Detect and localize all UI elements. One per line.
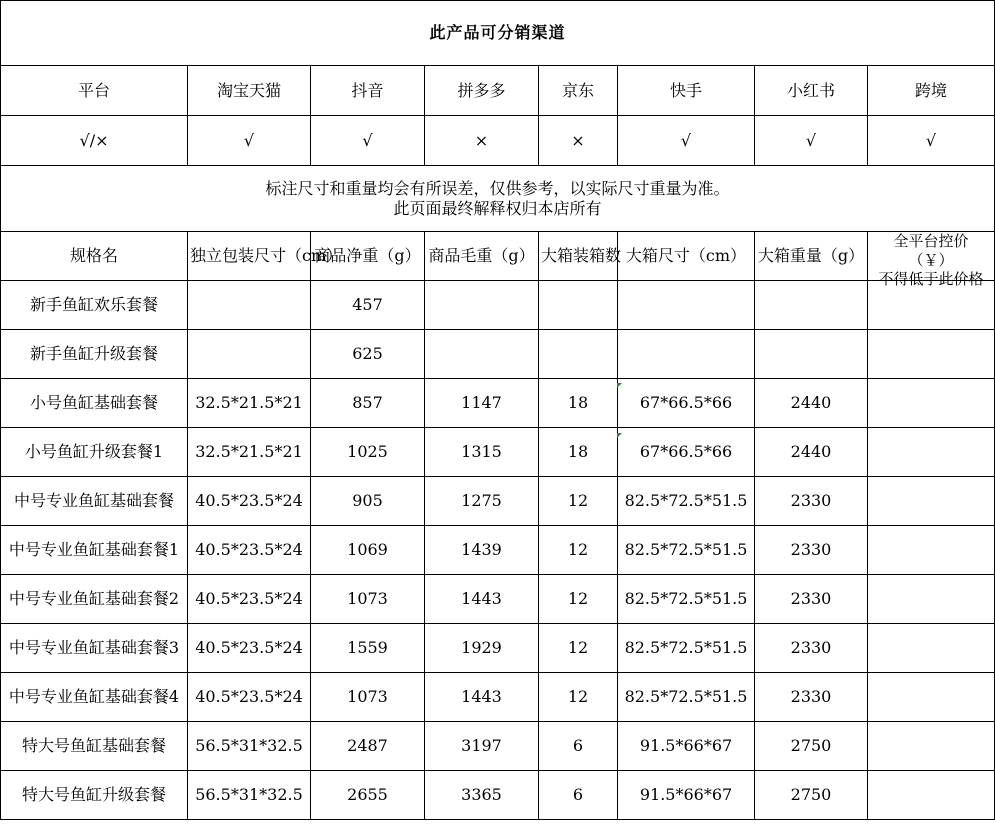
platform-cell[interactable]: 拼多多: [425, 66, 539, 116]
price-cell[interactable]: [868, 673, 995, 722]
box-count-cell[interactable]: 6: [539, 771, 618, 820]
net-weight-cell[interactable]: 1073: [311, 673, 425, 722]
price-cell[interactable]: [868, 379, 995, 428]
net-weight-cell[interactable]: 2487: [311, 722, 425, 771]
net-weight-cell[interactable]: 457: [311, 281, 425, 330]
box-size-cell[interactable]: 82.5*72.5*51.5: [618, 575, 755, 624]
header-package-size[interactable]: 独立包装尺寸（cm）: [188, 232, 311, 281]
price-cell[interactable]: [868, 330, 995, 379]
header-gross-weight[interactable]: 商品毛重（g）: [425, 232, 539, 281]
header-net-weight[interactable]: 商品净重（g）: [311, 232, 425, 281]
package-size-cell[interactable]: 56.5*31*32.5: [188, 722, 311, 771]
availability-cell[interactable]: ×: [425, 116, 539, 166]
table-row: [1, 624, 995, 673]
platform-cell[interactable]: 小红书: [755, 66, 868, 116]
table-row: [1, 428, 995, 477]
spec-cell[interactable]: 新手鱼缸欢乐套餐: [1, 281, 188, 330]
platform-cell[interactable]: 京东: [539, 66, 618, 116]
header-box-weight[interactable]: 大箱重量（g）: [755, 232, 868, 281]
net-weight-cell[interactable]: 625: [311, 330, 425, 379]
box-size-cell[interactable]: 82.5*72.5*51.5: [618, 673, 755, 722]
net-weight-cell[interactable]: 857: [311, 379, 425, 428]
box-weight-cell[interactable]: 2440: [755, 428, 868, 477]
box-size-cell[interactable]: [618, 281, 755, 330]
price-cell[interactable]: [868, 477, 995, 526]
price-cell[interactable]: [868, 575, 995, 624]
box-size-cell[interactable]: 67*66.5*66: [618, 379, 755, 428]
gross-weight-cell[interactable]: 1929: [425, 624, 539, 673]
box-size-cell[interactable]: 82.5*72.5*51.5: [618, 526, 755, 575]
net-weight-cell[interactable]: 1069: [311, 526, 425, 575]
availability-cell[interactable]: √: [755, 116, 868, 166]
box-count-cell[interactable]: 18: [539, 428, 618, 477]
box-weight-cell[interactable]: 2330: [755, 526, 868, 575]
note-row: [1, 166, 995, 232]
box-count-cell[interactable]: 12: [539, 477, 618, 526]
package-size-cell[interactable]: [188, 281, 311, 330]
box-weight-cell[interactable]: 2750: [755, 722, 868, 771]
availability-cell[interactable]: √/×: [1, 116, 188, 166]
comment-marker-icon: [617, 383, 622, 388]
package-size-cell[interactable]: 40.5*23.5*24: [188, 477, 311, 526]
net-weight-cell[interactable]: 905: [311, 477, 425, 526]
box-count-cell[interactable]: [539, 330, 618, 379]
gross-weight-cell[interactable]: 1439: [425, 526, 539, 575]
gross-weight-cell[interactable]: [425, 330, 539, 379]
package-size-cell[interactable]: 40.5*23.5*24: [188, 575, 311, 624]
availability-cell[interactable]: √: [868, 116, 995, 166]
table-row: [1, 526, 995, 575]
gross-weight-cell[interactable]: [425, 281, 539, 330]
net-weight-cell[interactable]: 1025: [311, 428, 425, 477]
gross-weight-cell[interactable]: 1147: [425, 379, 539, 428]
box-count-cell[interactable]: [539, 281, 618, 330]
price-cell[interactable]: [868, 624, 995, 673]
gross-weight-cell[interactable]: 1275: [425, 477, 539, 526]
price-cell[interactable]: [868, 722, 995, 771]
gross-weight-cell[interactable]: 1315: [425, 428, 539, 477]
platform-cell[interactable]: 抖音: [311, 66, 425, 116]
package-size-cell[interactable]: [188, 330, 311, 379]
spec-cell[interactable]: 新手鱼缸升级套餐: [1, 330, 188, 379]
disclaimer-line-2: 此页面最终解释权归本店所有: [393, 198, 602, 218]
platform-header-row: [1, 66, 995, 116]
package-size-cell[interactable]: 40.5*23.5*24: [188, 673, 311, 722]
net-weight-cell[interactable]: 2655: [311, 771, 425, 820]
availability-cell[interactable]: √: [311, 116, 425, 166]
package-size-cell[interactable]: 32.5*21.5*21: [188, 379, 311, 428]
box-count-cell[interactable]: 12: [539, 575, 618, 624]
box-count-cell[interactable]: 12: [539, 624, 618, 673]
box-size-cell[interactable]: 67*66.5*66: [618, 428, 755, 477]
price-header-line-3: 不得低于此价格: [878, 270, 984, 288]
package-size-cell[interactable]: 40.5*23.5*24: [188, 526, 311, 575]
data-rows: [1, 281, 995, 820]
box-count-cell[interactable]: 12: [539, 526, 618, 575]
table-row: [1, 722, 995, 771]
table-row: [1, 771, 995, 820]
price-header-line-1: 全平台控价: [893, 232, 969, 250]
sheet-title[interactable]: 此产品可分销渠道: [1, 1, 995, 66]
platform-cell[interactable]: 跨境: [868, 66, 995, 116]
package-size-cell[interactable]: 32.5*21.5*21: [188, 428, 311, 477]
availability-cell[interactable]: √: [618, 116, 755, 166]
header-spec[interactable]: 规格名: [1, 232, 188, 281]
gross-weight-cell[interactable]: 3197: [425, 722, 539, 771]
box-weight-cell[interactable]: 2750: [755, 771, 868, 820]
price-header-line-2: （￥）: [908, 251, 954, 269]
box-count-cell[interactable]: 6: [539, 722, 618, 771]
package-size-cell[interactable]: 40.5*23.5*24: [188, 624, 311, 673]
spec-cell[interactable]: 特大号鱼缸基础套餐: [1, 722, 188, 771]
box-count-cell[interactable]: 12: [539, 673, 618, 722]
box-size-cell[interactable]: 91.5*66*67: [618, 771, 755, 820]
package-size-cell[interactable]: 56.5*31*32.5: [188, 771, 311, 820]
box-weight-cell[interactable]: 2330: [755, 624, 868, 673]
header-box-count[interactable]: 大箱装箱数: [539, 232, 618, 281]
box-weight-cell[interactable]: 2330: [755, 673, 868, 722]
box-weight-cell[interactable]: 2440: [755, 379, 868, 428]
header-box-size[interactable]: 大箱尺寸（cm）: [618, 232, 755, 281]
title-row: [1, 1, 995, 66]
spec-cell[interactable]: 小号鱼缸基础套餐: [1, 379, 188, 428]
comment-marker-icon: [617, 433, 622, 438]
box-weight-cell[interactable]: [755, 330, 868, 379]
table-row: [1, 477, 995, 526]
gross-weight-cell[interactable]: 1443: [425, 673, 539, 722]
column-header-row: [1, 232, 995, 281]
disclaimer-cell[interactable]: [1, 166, 995, 232]
box-weight-cell[interactable]: [755, 281, 868, 330]
box-size-cell[interactable]: 82.5*72.5*51.5: [618, 477, 755, 526]
table-row: [1, 379, 995, 428]
price-cell[interactable]: [868, 526, 995, 575]
spec-cell[interactable]: 中号专业鱼缸基础套餐4: [1, 673, 188, 722]
gross-weight-cell[interactable]: 3365: [425, 771, 539, 820]
availability-cell[interactable]: √: [188, 116, 311, 166]
table-row: [1, 330, 995, 379]
table-row: [1, 281, 995, 330]
spec-cell[interactable]: 中号专业鱼缸基础套餐: [1, 477, 188, 526]
platform-cell[interactable]: 淘宝天猫: [188, 66, 311, 116]
net-weight-cell[interactable]: 1073: [311, 575, 425, 624]
table-row: [1, 575, 995, 624]
box-count-cell[interactable]: 18: [539, 379, 618, 428]
spec-cell[interactable]: 中号专业鱼缸基础套餐1: [1, 526, 188, 575]
spec-cell[interactable]: 小号鱼缸升级套餐1: [1, 428, 188, 477]
platform-cell[interactable]: 平台: [1, 66, 188, 116]
price-cell[interactable]: [868, 428, 995, 477]
disclaimer-line-1: 标注尺寸和重量均会有所误差，仅供参考，以实际尺寸重量为准。: [265, 178, 730, 198]
table-row: [1, 673, 995, 722]
box-size-cell[interactable]: [618, 330, 755, 379]
gross-weight-cell[interactable]: 1443: [425, 575, 539, 624]
availability-cell[interactable]: ×: [539, 116, 618, 166]
box-weight-cell[interactable]: 2330: [755, 575, 868, 624]
header-price-control[interactable]: [868, 232, 995, 288]
price-cell[interactable]: [868, 771, 995, 820]
platform-cell[interactable]: 快手: [618, 66, 755, 116]
spec-cell[interactable]: 特大号鱼缸升级套餐: [1, 771, 188, 820]
box-size-cell[interactable]: 91.5*66*67: [618, 722, 755, 771]
box-size-cell[interactable]: 82.5*72.5*51.5: [618, 624, 755, 673]
spec-cell[interactable]: 中号专业鱼缸基础套餐3: [1, 624, 188, 673]
box-weight-cell[interactable]: 2330: [755, 477, 868, 526]
spec-cell[interactable]: 中号专业鱼缸基础套餐2: [1, 575, 188, 624]
net-weight-cell[interactable]: 1559: [311, 624, 425, 673]
platform-availability-row: [1, 116, 995, 166]
